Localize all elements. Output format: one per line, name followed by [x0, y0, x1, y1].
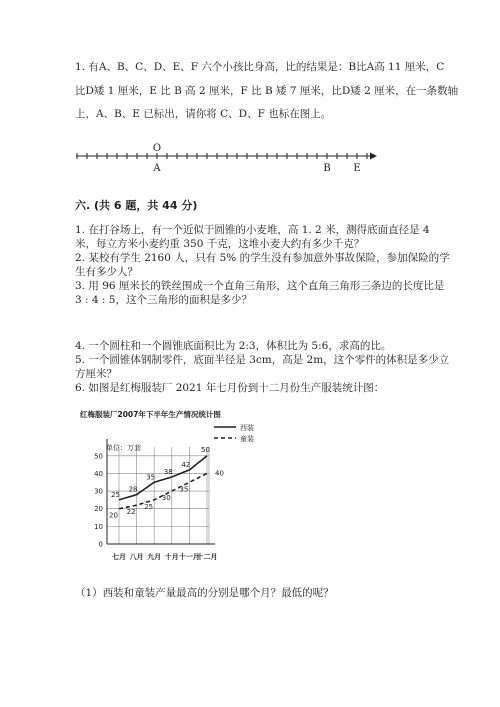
followup-question-1: （1）西装和童装产量最高的分别是哪个月？最低的呢？ [75, 587, 334, 599]
y-tick-label: 40 [94, 469, 103, 478]
label-b: B [323, 163, 331, 174]
x-tick-label: 十二月 [196, 553, 218, 561]
question-3-line2: 3 : 4 : 5，这个三角形的面积是多少？ [75, 294, 252, 306]
label-a: A [153, 163, 161, 174]
question-3-line1: 3. 用 96 厘米长的铁丝围成一个直角三角形，这个直角三角形三条边的长度比是 [75, 280, 445, 292]
x-tick-label: 八月 [129, 553, 144, 561]
x-tick-label: 七月 [112, 553, 126, 561]
data-label: 22 [126, 508, 136, 517]
label-e: E [353, 163, 361, 174]
question-1-line1: 1. 在打谷场上，有一个近似于圆锥的小麦堆，高 1. 2 米，测得底面直径是 4 [75, 224, 430, 236]
q1-line3: 上，A、B、E 已标出，请你将 C、D、F 也标在图上。 [75, 108, 332, 120]
q1-line2: 比D矮 1 厘米，E 比 B 高 2 厘米，F 比 B 矮 7 厘米，比D矮 2 厘米，在一条数轴 [75, 85, 459, 97]
question-4-line1: 4. 一个圆柱和一个圆锥底面积比为 2:3，体积比为 5:6，求高的比。 [75, 340, 392, 352]
y-tick-label: 30 [94, 487, 103, 496]
y-tick-label: 20 [94, 505, 103, 514]
chart-unit-label: 单位：万套 [106, 444, 141, 452]
data-label: 35 [146, 473, 156, 482]
question-6-line1: 6. 如图是红梅服装厂 2021 年七月份到十二月份生产服装统计图： [75, 382, 385, 394]
x-tick-label: 十月 [164, 553, 179, 561]
section-title: 六. (共 6 题，共 44 分) [75, 199, 198, 212]
y-tick-label: 10 [94, 522, 103, 531]
question-5-line1: 5. 一个圆锥体钢制零件，底面半径是 3cm，高是 2m，这个零件的体积是多少立 [75, 354, 450, 366]
data-label: 30 [161, 494, 171, 503]
y-tick-label: 0 [98, 540, 103, 549]
question-1-line2: 米，每立方米小麦约重 350 千克，这堆小麦大约有多少千克？ [75, 238, 365, 250]
data-label: 40 [215, 469, 224, 478]
q1-line1: 1. 有A、B、C、D、E、F 六个小孩比身高，比的结果是：B比A高 11 厘米，C [75, 61, 445, 73]
line-chart [74, 405, 254, 570]
chart-legend [214, 423, 254, 443]
question-2-line1: 2. 某校有学生 2160 人，只有 5% 的学生没有参加意外事故保险，参加保险的学 [75, 252, 450, 264]
data-label: 38 [163, 467, 173, 476]
question-2-line2: 生有多少人？ [75, 266, 138, 278]
x-tick-label: 十一月 [178, 553, 200, 561]
data-label: 25 [144, 502, 154, 511]
chart-title: 红梅服装厂2007年下半年生产情况统计图 [80, 410, 221, 419]
y-tick-label: 50 [94, 452, 103, 461]
chart-grid [107, 447, 209, 544]
question-5-line2: 方厘米？ [75, 368, 117, 380]
data-label: 42 [181, 460, 191, 469]
legend-label: 童装 [240, 435, 254, 443]
data-label: 35 [179, 485, 189, 494]
number-line [70, 140, 380, 174]
data-label: 25 [111, 490, 120, 499]
x-tick-label: 九月 [147, 553, 162, 561]
data-label: 28 [128, 485, 138, 494]
label-origin: O [152, 143, 162, 154]
data-label: 50 [201, 445, 210, 454]
legend-label: 西装 [240, 424, 254, 432]
data-label: 20 [109, 511, 118, 520]
